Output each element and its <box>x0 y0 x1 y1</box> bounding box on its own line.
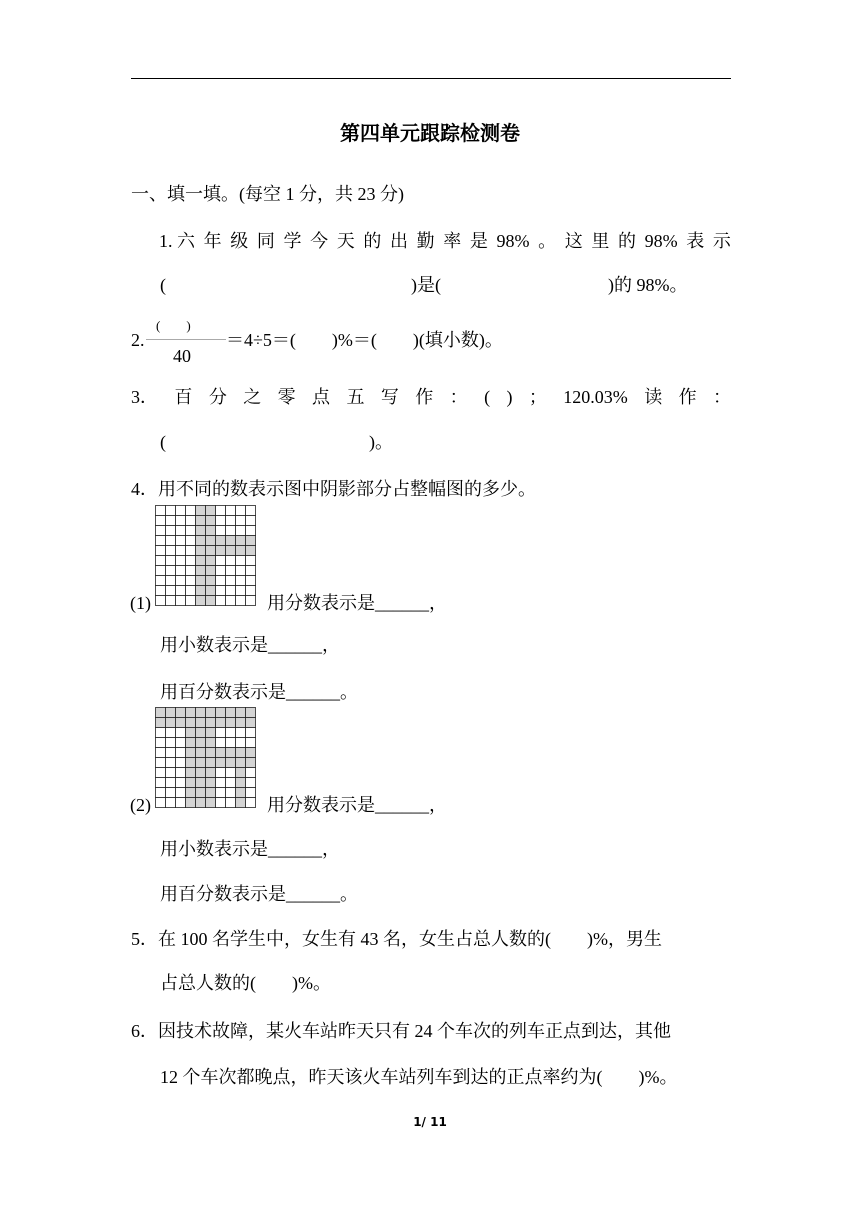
text-token: 同 <box>256 231 275 251</box>
text-token: 读 <box>644 387 663 407</box>
grid-cell <box>226 566 236 576</box>
text-token: 里 <box>591 231 610 251</box>
grid-cell <box>186 596 196 606</box>
grid-cell <box>176 758 186 768</box>
text-token: 今 <box>310 231 329 251</box>
grid-cell <box>186 506 196 516</box>
grid-cell <box>216 506 226 516</box>
text-token: ) <box>506 387 513 407</box>
shaded-cell <box>216 536 226 546</box>
shaded-cell <box>196 526 206 536</box>
grid-cell <box>246 556 256 566</box>
text-token: 作 <box>415 387 434 407</box>
q3-blank-close: )。 <box>369 432 393 452</box>
shaded-cell <box>186 768 196 778</box>
question-1-line-1 <box>159 230 731 252</box>
grid-cell <box>216 798 226 808</box>
grid-cell <box>156 768 166 778</box>
shaded-cell <box>246 758 256 768</box>
grid-cell <box>166 526 176 536</box>
grid-cell <box>186 576 196 586</box>
grid-cell <box>166 536 176 546</box>
text-token: 出 <box>390 231 408 251</box>
shaded-cell <box>196 708 206 718</box>
shaded-cell <box>236 748 246 758</box>
shaded-cell <box>196 728 206 738</box>
grid-cell <box>246 738 256 748</box>
shaded-cell <box>236 708 246 718</box>
grid-cell <box>236 738 246 748</box>
fraction-numerator: ( ) <box>156 318 191 333</box>
grid-cell <box>216 586 226 596</box>
shaded-cell <box>196 576 206 586</box>
shaded-cell <box>216 708 226 718</box>
shaded-cell <box>206 738 216 748</box>
shaded-cell <box>206 778 216 788</box>
text-token: 98% <box>644 231 678 251</box>
grid-cell <box>156 536 166 546</box>
shaded-cell <box>186 728 196 738</box>
grid-cell <box>166 758 176 768</box>
grid-cell <box>156 748 166 758</box>
text-token: 勤 <box>416 231 435 251</box>
text-token: 的 <box>618 231 636 251</box>
shaded-cell <box>246 546 256 556</box>
grid-cell <box>156 586 166 596</box>
shaded-cell <box>166 718 176 728</box>
shaded-cell <box>186 758 196 768</box>
grid-cell <box>176 768 186 778</box>
grid-cell <box>166 728 176 738</box>
shaded-cell <box>236 788 246 798</box>
shaded-cell <box>216 546 226 556</box>
shaded-cell <box>196 536 206 546</box>
shaded-cell <box>166 708 176 718</box>
shaded-cell <box>196 768 206 778</box>
q5-line-2: 占总人数的( )%。 <box>160 973 331 993</box>
grid-cell <box>176 586 186 596</box>
q4-1-fraction-blank: 用分数表示是______， <box>267 593 447 613</box>
q4-1-decimal-blank: 用小数表示是______， <box>160 635 340 655</box>
text-token: 写 <box>380 387 399 407</box>
shaded-cell <box>236 778 246 788</box>
grid-cell <box>246 728 256 738</box>
shaded-cell <box>196 546 206 556</box>
shaded-cell <box>186 748 196 758</box>
grid-cell <box>246 566 256 576</box>
grid-cell <box>176 566 186 576</box>
q4-part-2-label: (2) <box>130 795 151 815</box>
section-heading: 一、填一填。(每空 1 分，共 23 分) <box>131 184 404 204</box>
q1-end-text: )的 98%。 <box>608 275 688 295</box>
shaded-cell <box>206 788 216 798</box>
grid-cell <box>246 576 256 586</box>
text-token: 3． <box>131 387 158 407</box>
shaded-cell <box>206 798 216 808</box>
shaded-cell <box>246 708 256 718</box>
shaded-cell <box>226 758 236 768</box>
shaded-cell <box>236 718 246 728</box>
q1-middle-text: )是( <box>411 275 441 295</box>
grid-cell <box>156 758 166 768</box>
grid-cell <box>176 516 186 526</box>
grid-cell <box>156 576 166 586</box>
shaded-cell <box>186 788 196 798</box>
text-token: 的 <box>363 231 382 251</box>
shaded-cell <box>226 708 236 718</box>
grid-cell <box>226 556 236 566</box>
grid-cell <box>156 778 166 788</box>
shaded-cell <box>206 728 216 738</box>
grid-cell <box>186 586 196 596</box>
shaded-cell <box>216 758 226 768</box>
grid-cell <box>166 586 176 596</box>
grid-cell <box>166 506 176 516</box>
shaded-cell <box>196 778 206 788</box>
text-token: 五 <box>346 387 365 407</box>
grid-cell <box>216 768 226 778</box>
q1-blank-open: ( <box>160 275 166 295</box>
shaded-cell <box>196 738 206 748</box>
grid-cell <box>186 526 196 536</box>
grid-cell <box>236 566 246 576</box>
grid-cell <box>226 778 236 788</box>
grid-cell <box>166 556 176 566</box>
grid-cell <box>236 556 246 566</box>
grid-cell <box>156 526 166 536</box>
shaded-cell <box>206 758 216 768</box>
grid-cell <box>216 526 226 536</box>
text-token: 点 <box>312 387 331 407</box>
grid-cell <box>156 738 166 748</box>
grid-cell <box>246 526 256 536</box>
grid-cell <box>176 506 186 516</box>
grid-cell <box>216 556 226 566</box>
fraction-bar <box>146 339 226 340</box>
shaded-cell <box>156 708 166 718</box>
grid-cell <box>236 596 246 606</box>
grid-cell <box>166 546 176 556</box>
shaded-cell <box>246 718 256 728</box>
q2-equation: ＝4÷5＝( )%＝( )(填小数)。 <box>226 330 503 350</box>
page-title: 第四单元跟踪检测卷 <box>340 121 520 145</box>
shaded-cell <box>226 536 236 546</box>
shaded-cell <box>206 546 216 556</box>
shaded-cell <box>176 708 186 718</box>
shaded-cell <box>206 708 216 718</box>
shaded-cell <box>186 708 196 718</box>
grid-cell <box>246 798 256 808</box>
grid-cell <box>176 556 186 566</box>
q3-blank-open: ( <box>160 432 166 452</box>
grid-cell <box>156 546 166 556</box>
text-token: 98% <box>496 231 530 251</box>
shaded-cell <box>156 718 166 728</box>
text-token: 之 <box>243 387 262 407</box>
grid-cell <box>226 798 236 808</box>
grid-cell <box>176 738 186 748</box>
shaded-cell <box>246 748 256 758</box>
shaded-cell <box>196 718 206 728</box>
grid-cell <box>226 516 236 526</box>
shaded-cell <box>236 798 246 808</box>
grid-cell <box>226 586 236 596</box>
q4-2-percent-blank: 用百分数表示是______。 <box>160 884 358 904</box>
shaded-cell <box>206 526 216 536</box>
grid-cell <box>156 788 166 798</box>
grid-cell <box>226 526 236 536</box>
grid-cell <box>166 798 176 808</box>
grid-cell <box>166 596 176 606</box>
shaded-cell <box>196 566 206 576</box>
grid-cell <box>216 728 226 738</box>
grid-cell <box>186 566 196 576</box>
grid-cell <box>166 516 176 526</box>
shaded-cell <box>226 748 236 758</box>
text-token: 这 <box>564 231 583 251</box>
grid-cell <box>226 768 236 778</box>
shaded-cell <box>176 718 186 728</box>
shaded-cell <box>236 536 246 546</box>
shaded-cell <box>206 586 216 596</box>
grid-cell <box>166 748 176 758</box>
text-token: 年 <box>203 231 222 251</box>
text-token: 零 <box>277 387 296 407</box>
q5-line-1: 5．在 100 名学生中，女生有 43 名，女生占总人数的( )%，男生 <box>131 929 662 949</box>
shaded-cell <box>236 768 246 778</box>
shaded-cell <box>206 596 216 606</box>
q4-1-percent-blank: 用百分数表示是______。 <box>160 682 358 702</box>
grid-cell <box>156 728 166 738</box>
page-number: 1/ 11 <box>413 1115 447 1129</box>
shaded-cell <box>196 556 206 566</box>
grid-cell <box>226 596 236 606</box>
grid-cell <box>156 556 166 566</box>
grid-cell <box>246 516 256 526</box>
shaded-cell <box>206 556 216 566</box>
text-token: ( <box>484 387 491 407</box>
text-token: ： <box>713 387 731 407</box>
shaded-cell <box>186 738 196 748</box>
grid-cell <box>226 506 236 516</box>
grid-cell <box>156 798 166 808</box>
text-token: 是 <box>469 231 488 251</box>
shaded-cell <box>206 748 216 758</box>
grid-cell <box>246 596 256 606</box>
grid-cell <box>176 778 186 788</box>
grid-cell <box>236 506 246 516</box>
q6-line-1: 6．因技术故障，某火车站昨天只有 24 个车次的列车正点到达，其他 <box>131 1021 671 1041</box>
text-token: 分 <box>208 387 227 407</box>
grid-cell <box>246 778 256 788</box>
shaded-cell <box>186 798 196 808</box>
grid-cell <box>176 728 186 738</box>
grid-cell <box>166 778 176 788</box>
text-token: 1. 六 <box>159 231 195 251</box>
text-token: ： <box>449 387 468 407</box>
grid-cell <box>166 566 176 576</box>
grid-cell <box>246 586 256 596</box>
grid-cell <box>156 566 166 576</box>
shaded-cell <box>236 546 246 556</box>
shaded-cell <box>216 718 226 728</box>
fraction-denominator: 40 <box>173 346 191 366</box>
grid-cell <box>166 576 176 586</box>
grid-cell <box>176 596 186 606</box>
text-token: 表 <box>686 231 705 251</box>
grid-cell <box>226 738 236 748</box>
grid-cell <box>156 596 166 606</box>
grid-cell <box>236 526 246 536</box>
grid-cell <box>216 788 226 798</box>
grid-cell <box>166 768 176 778</box>
grid-cell <box>216 566 226 576</box>
grid-cell <box>226 788 236 798</box>
q4-stem: 4．用不同的数表示图中阴影部分占整幅图的多少。 <box>131 479 536 499</box>
grid-cell <box>226 576 236 586</box>
q4-2-fraction-blank: 用分数表示是______， <box>267 795 447 815</box>
grid-cell <box>236 586 246 596</box>
q6-line-2: 12 个车次都晚点，昨天该火车站列车到达的正点率约为( )%。 <box>160 1067 678 1087</box>
shaded-cell <box>236 758 246 768</box>
grid-cell <box>176 788 186 798</box>
shaded-cell <box>196 798 206 808</box>
shaded-cell <box>206 536 216 546</box>
grid-cell <box>226 728 236 738</box>
shaded-cell <box>196 596 206 606</box>
header-rule <box>131 78 731 79</box>
shaded-cell <box>196 586 206 596</box>
shaded-cell <box>206 516 216 526</box>
shaded-cell <box>226 718 236 728</box>
shaded-cell <box>196 516 206 526</box>
grid-cell <box>166 738 176 748</box>
grid-cell <box>216 778 226 788</box>
text-token: 。 <box>538 231 557 251</box>
grid-cell <box>186 536 196 546</box>
grid-cell <box>246 788 256 798</box>
grid-cell <box>236 728 246 738</box>
grid-cell <box>176 748 186 758</box>
text-token: 百 <box>174 387 193 407</box>
grid-cell <box>246 506 256 516</box>
shaded-cell <box>186 718 196 728</box>
text-token: 120.03% <box>563 387 628 407</box>
shaded-cell <box>196 758 206 768</box>
shaded-cell <box>206 718 216 728</box>
text-token: 级 <box>230 231 249 251</box>
shaded-cell <box>206 768 216 778</box>
grid-cell <box>216 516 226 526</box>
text-token: 天 <box>336 231 355 251</box>
text-token: ； <box>528 387 547 407</box>
q4-2-decimal-blank: 用小数表示是______， <box>160 839 340 859</box>
grid-cell <box>246 768 256 778</box>
question-3-line-1 <box>131 386 731 408</box>
text-token: 学 <box>283 231 302 251</box>
grid-cell <box>176 526 186 536</box>
grid-cell <box>166 788 176 798</box>
shaded-cell <box>196 506 206 516</box>
grid-cell <box>156 506 166 516</box>
grid-cell <box>236 576 246 586</box>
shaded-cell <box>206 506 216 516</box>
shaded-cell <box>206 576 216 586</box>
grid-cell <box>156 516 166 526</box>
grid-cell <box>176 798 186 808</box>
grid-cell <box>216 738 226 748</box>
grid-cell <box>236 516 246 526</box>
shaded-cell <box>216 748 226 758</box>
q2-number: 2. <box>131 330 145 350</box>
grid-cell <box>176 576 186 586</box>
shaded-grid-2 <box>155 707 256 808</box>
text-token: 示 <box>712 231 731 251</box>
grid-cell <box>216 596 226 606</box>
shaded-cell <box>186 778 196 788</box>
shaded-cell <box>206 566 216 576</box>
grid-cell <box>176 546 186 556</box>
shaded-cell <box>246 536 256 546</box>
grid-cell <box>216 576 226 586</box>
grid-cell <box>186 516 196 526</box>
shaded-grid-1 <box>155 505 256 606</box>
text-token: 作 <box>678 387 697 407</box>
shaded-cell <box>196 788 206 798</box>
text-token: 率 <box>443 231 462 251</box>
shaded-cell <box>226 546 236 556</box>
shaded-cell <box>196 748 206 758</box>
q4-part-1-label: (1) <box>130 593 151 613</box>
grid-cell <box>186 556 196 566</box>
grid-cell <box>176 536 186 546</box>
grid-cell <box>186 546 196 556</box>
